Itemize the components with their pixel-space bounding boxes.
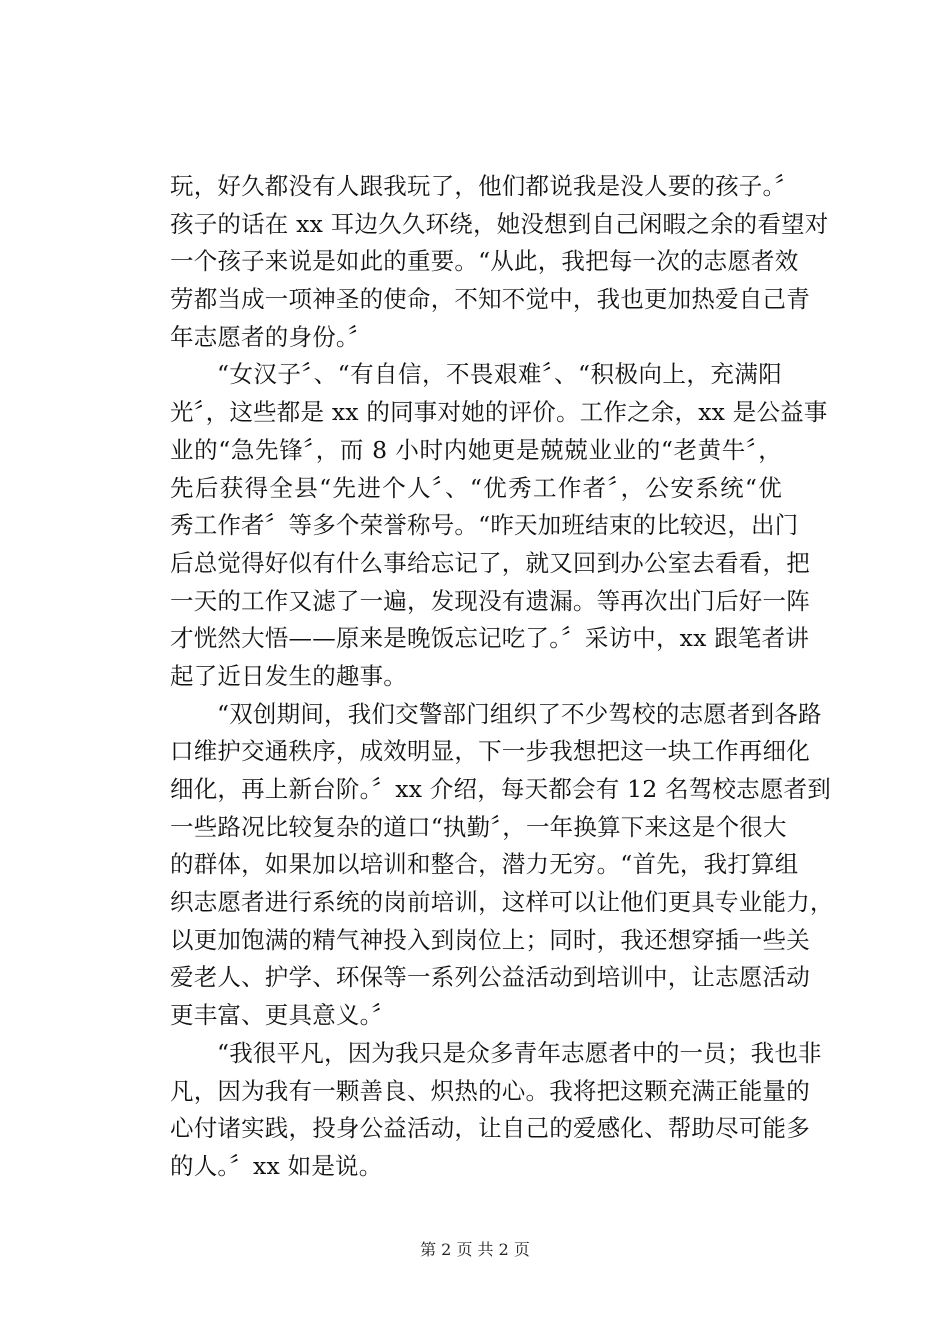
text-line: 凡，因为我有一颗善良、炽热的心。我将把这颗充满正能量的 <box>170 1076 810 1105</box>
text-line: 年志愿者的身份。〞 <box>170 322 372 351</box>
text-line: 心付诸实践，投身公益活动，让自己的爱感化、帮助尽可能多 <box>170 1114 810 1143</box>
text-line: 玩，好久都没有人跟我玩了，他们都说我是没人要的孩子。〞 <box>170 172 799 200</box>
text-line: 秀工作者〞等多个荣誉称号。“昨天加班结束的比较迟，出门 <box>170 511 799 540</box>
paragraph-4 <box>170 1035 822 1186</box>
text-line: “女汉子〞、“有自信，不畏艰难〞、“积极向上，充满阳 <box>217 360 782 389</box>
text-line: 先后获得全县“先进个人〞、“优秀工作者〞，公安系统“优 <box>170 473 782 502</box>
text-line: 细化，再上新台阶。〞xx 介绍，每天都会有 12 名驾校志愿者到 <box>170 775 831 803</box>
document-body <box>170 168 834 1186</box>
text-line: 爱老人、护学、环保等一系列公益活动到培训中，让志愿活动 <box>170 963 810 992</box>
text-line: 一天的工作又滤了一遍，发现没有遗漏。等再次出门后好一阵 <box>170 586 810 615</box>
text-line: 的群体，如果加以培训和整合，潜力无穷。“首先，我打算组 <box>170 850 799 879</box>
paragraph-3 <box>170 696 834 1035</box>
page-number-footer: 第 2 页 共 2 页 <box>420 1240 530 1259</box>
text-line: 起了近日发生的趣事。 <box>170 661 407 690</box>
text-line: 一个孩子来说是如此的重要。“从此，我把每一次的志愿者效 <box>170 247 799 276</box>
paragraph-2 <box>170 356 828 695</box>
text-line: 孩子的话在 xx 耳边久久环绕，她没想到自己闲暇之余的看望对 <box>170 209 829 238</box>
text-line: 以更加饱满的精气神投入到岗位上；同时，我还想穿插一些关 <box>170 925 810 954</box>
text-line: 后总觉得好似有什么事给忘记了，就又回到办公室去看看，把 <box>170 548 810 577</box>
text-line: 一些路况比较复杂的道口“执勤〞，一年换算下来这是个很大 <box>170 812 787 841</box>
text-line: 才恍然大悟——原来是晚饭忘记吃了。〞采访中，xx 跟笔者讲 <box>170 624 810 653</box>
text-line: 劳都当成一项神圣的使命，不知不觉中，我也更加热爱自己青 <box>170 285 810 314</box>
text-line: 光〞，这些都是 xx 的同事对她的评价。工作之余，xx 是公益事 <box>170 398 828 427</box>
text-line: “我很平凡，因为我只是众多青年志愿者中的一员；我也非 <box>217 1038 822 1067</box>
text-line: 更丰富、更具意义。〞 <box>170 1001 396 1030</box>
text-line: 织志愿者进行系统的岗前培训，这样可以让他们更具专业能力， <box>170 888 834 917</box>
text-line: 的人。〞xx 如是说。 <box>170 1151 383 1180</box>
text-line: 口维护交通秩序，成效明显，下一步我想把这一块工作再细化 <box>170 737 810 766</box>
text-line: “双创期间，我们交警部门组织了不少驾校的志愿者到各路 <box>217 699 822 728</box>
text-line: 业的“急先锋〞，而 8 小时内她更是兢兢业业的“老黄牛〞， <box>170 435 782 464</box>
paragraph-1 <box>170 168 829 356</box>
